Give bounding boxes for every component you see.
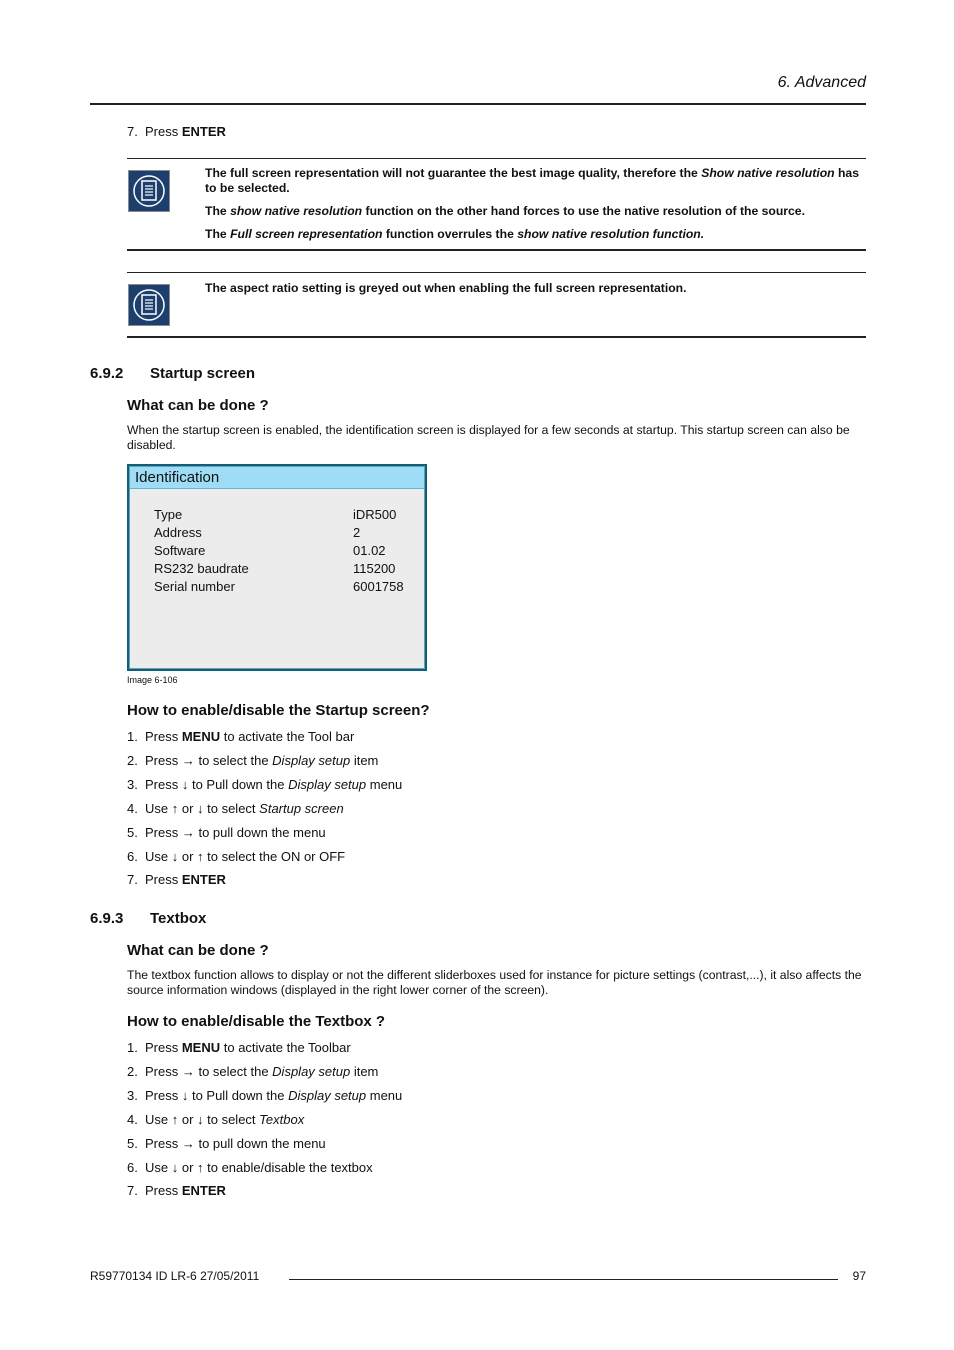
step-text: Press: [145, 729, 182, 744]
paragraph: When the startup screen is enabled, the identification screen is displayed for a few seconds at startup. This startup screen can also be disabled.: [127, 423, 850, 452]
row-label: Type: [154, 507, 183, 522]
step-key: MENU: [181, 729, 221, 744]
step-text: to activate the Tool bar: [220, 729, 355, 744]
page-number: 97: [852, 1269, 866, 1283]
note-text: The: [205, 227, 231, 241]
subheading: How to enable/disable the Startup screen?: [127, 702, 430, 719]
header-rule: [90, 103, 866, 105]
note-text-1: [205, 166, 866, 250]
section-number: 6.9.3: [90, 910, 124, 927]
paragraph: The textbox function allows to display or not the different sliderboxes used for instance for picture settings (contrast,...), it also affects the source information windows (displayed in the right lower corner of the screen).: [127, 968, 862, 997]
step-emphasis: Display setup: [288, 776, 367, 792]
step-key: MENU: [181, 1040, 221, 1055]
step-emphasis: Display setup: [272, 1063, 351, 1079]
step-text: Use ↑ or ↓ to select: [145, 1111, 260, 1127]
footer-docid: R59770134 ID LR-6 27/05/2011: [90, 1269, 260, 1283]
step-text: Use ↑ or ↓ to select: [145, 800, 260, 816]
step-number: 3.: [127, 776, 138, 792]
step-text: Press ↓ to Pull down the: [145, 776, 289, 792]
step-number: 6.: [127, 848, 138, 864]
section-heading: [90, 365, 255, 382]
row-value: iDR500: [353, 507, 397, 522]
footer-rule: [289, 1279, 838, 1280]
row-value: 115200: [353, 561, 396, 576]
note-text: function on the other hand forces to use the native resolution of the source.: [362, 204, 805, 218]
subheading: What can be done ?: [127, 397, 269, 414]
step-text: Press → to select the: [145, 752, 273, 768]
step-text: item: [350, 752, 379, 768]
panel-title: Identification: [130, 467, 424, 489]
step-key: ENTER: [181, 1183, 226, 1199]
note-text-2: The aspect ratio setting is greyed out when enabling the full screen representation.: [205, 281, 687, 295]
note-box-2: [127, 272, 866, 338]
section-number: 6.9.2: [90, 365, 124, 382]
step-number: 7.: [127, 1183, 138, 1199]
row-value: 01.02: [353, 543, 386, 558]
subheading: How to enable/disable the Textbox ?: [127, 1013, 386, 1030]
section-title: Startup screen: [150, 365, 256, 382]
step-number: 3.: [127, 1087, 138, 1103]
step-number: 7.: [127, 872, 138, 888]
row-label: Software: [154, 543, 206, 558]
step-text: Press: [145, 1183, 182, 1199]
note-box-1: [127, 158, 866, 251]
note-text: The full screen representation will not guarantee the best image quality, therefore the: [205, 166, 702, 180]
note-text: function overrules the: [382, 227, 518, 241]
identification-panel: [129, 466, 425, 669]
step-text: Press: [145, 124, 182, 139]
step-number: 5.: [127, 824, 138, 840]
section-title: Textbox: [150, 910, 207, 927]
step-emphasis: Display setup: [288, 1087, 367, 1103]
image-caption: Image 6-106: [127, 675, 178, 685]
step-text: Press: [145, 1040, 182, 1055]
step-item: [127, 753, 378, 768]
step-text: Press: [145, 872, 182, 888]
note-emphasis: Show native resolution: [701, 166, 835, 180]
step-emphasis: Display setup: [272, 752, 351, 768]
step-text: Use ↓ or ↑ to enable/disable the textbox: [145, 1159, 373, 1175]
step-emphasis: Textbox: [259, 1111, 305, 1127]
row-label: Address: [154, 525, 202, 540]
step-text: Press → to pull down the menu: [145, 824, 326, 840]
step-item: [127, 1160, 373, 1175]
note-text: has to be selected.: [205, 166, 859, 195]
step-item: [127, 825, 326, 840]
step-text: item: [350, 1063, 379, 1079]
note-emphasis: show native resolution: [230, 204, 363, 218]
step-text: Press → to pull down the menu: [145, 1135, 326, 1151]
step-number: 1.: [127, 1040, 138, 1055]
step-item: [127, 729, 354, 744]
step-text: Press → to select the: [145, 1063, 273, 1079]
subheading: What can be done ?: [127, 942, 269, 959]
step-item: [127, 1136, 326, 1151]
step-number: 2.: [127, 1063, 138, 1079]
top-step: [127, 124, 226, 139]
identification-screen: [127, 464, 427, 671]
step-number: 2.: [127, 752, 138, 768]
note-emphasis: show native resolution function.: [517, 227, 705, 241]
step-number: 6.: [127, 1159, 138, 1175]
row-label: RS232 baudrate: [154, 561, 249, 576]
step-emphasis: Startup screen: [259, 800, 344, 816]
step-item: [127, 872, 226, 887]
step-text: to activate the Toolbar: [220, 1040, 351, 1055]
step-number: 1.: [127, 729, 138, 744]
step-item: [127, 1112, 304, 1127]
step-text: menu: [366, 1087, 403, 1103]
step-item: [127, 1064, 378, 1079]
step-text: menu: [366, 776, 403, 792]
step-number: 5.: [127, 1135, 138, 1151]
note-document-icon: [128, 170, 170, 212]
step-key: ENTER: [181, 124, 226, 139]
step-item: [127, 777, 402, 792]
step-item: [127, 1088, 402, 1103]
step-number: 4.: [127, 1111, 138, 1127]
step-item: [127, 1183, 226, 1198]
section-heading: [90, 910, 206, 927]
note-emphasis: Full screen representation: [230, 227, 383, 241]
step-number: 7.: [127, 124, 138, 139]
chapter-header: 6. Advanced: [777, 74, 866, 91]
note-document-icon: [128, 284, 170, 326]
step-key: ENTER: [181, 872, 226, 888]
note-text: The: [205, 204, 231, 218]
step-item: [127, 801, 344, 816]
step-text: Press ↓ to Pull down the: [145, 1087, 289, 1103]
step-number: 4.: [127, 800, 138, 816]
row-value: 6001758: [353, 579, 404, 594]
row-value: 2: [353, 525, 361, 540]
row-label: Serial number: [154, 579, 235, 594]
step-item: [127, 849, 345, 864]
step-item: [127, 1040, 351, 1055]
step-text: Use ↓ or ↑ to select the ON or OFF: [145, 848, 346, 864]
